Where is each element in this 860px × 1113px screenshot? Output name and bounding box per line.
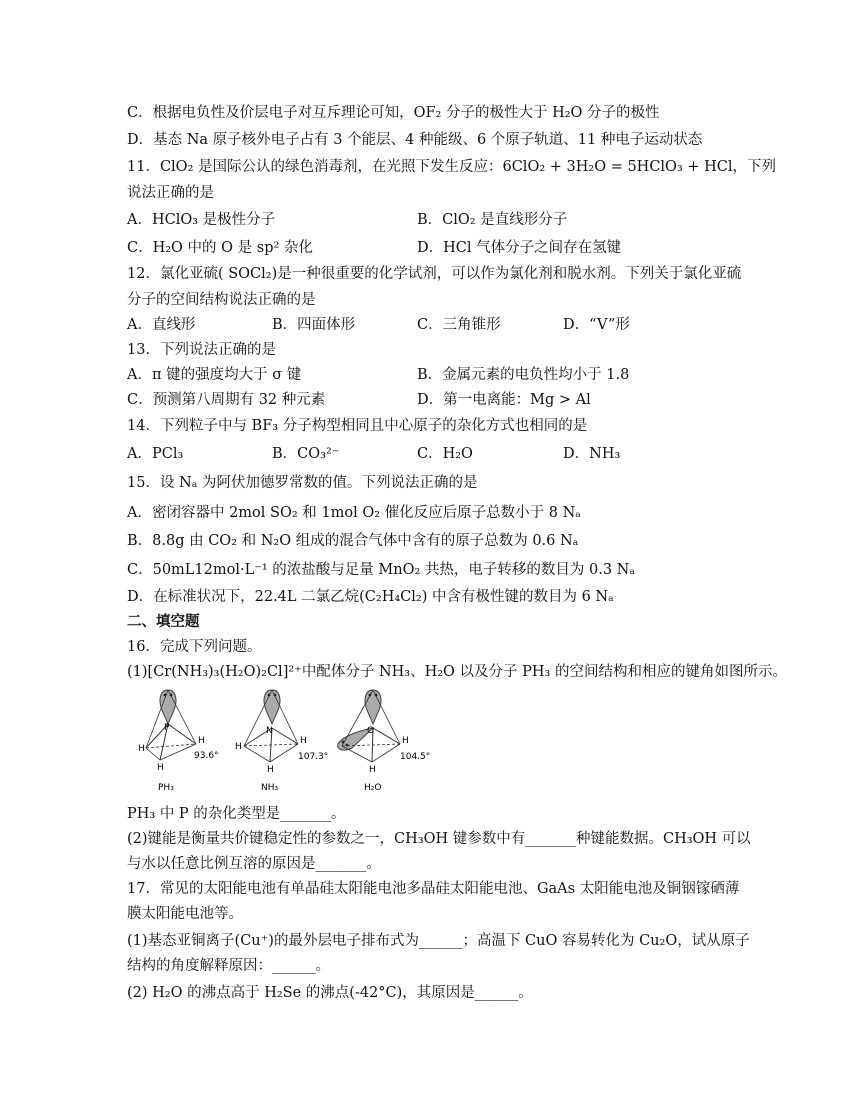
q14-option-d: D．NH₃ — [563, 446, 621, 462]
q15-option-d: D．在标准状况下，22.4L 二氯乙烷(C₂H₄Cl₂) 中含有极性键的数目为 6 Nₐ — [127, 589, 614, 605]
q11-option-c: C．H₂O 中的 O 是 sp² 杂化 — [127, 240, 313, 256]
h2o-angle-label: 104.5° — [400, 752, 431, 762]
q16-part2-cont: 与水以任意比例互溶的原因是_______。 — [127, 856, 381, 872]
h2o-name-label: H₂O — [364, 783, 382, 793]
q11-stem-cont: 说法正确的是 — [127, 185, 214, 201]
h2o-center-label: O — [367, 726, 375, 736]
nh3-angle-label: 107.3° — [298, 752, 329, 762]
q11-option-a: A．HClO₃ 是极性分子 — [127, 212, 276, 228]
nh3-h-label: H — [300, 736, 307, 746]
q12-option-a: A．直线形 — [127, 317, 196, 333]
q10-option-c: C．根据电负性及价层电子对互斥理论可知，OF₂ 分子的极性大于 H₂O 分子的极性 — [127, 105, 660, 121]
q13-option-c: C．预测第八周期有 32 种元素 — [127, 392, 326, 408]
q15-option-a: A．密闭容器中 2mol SO₂ 和 1mol O₂ 催化反应后原子总数小于 8 Nₐ — [127, 505, 581, 521]
q17-part2: (2) H₂O 的沸点高于 H₂Se 的沸点(-42°C)，其原因是______。 — [127, 985, 533, 1001]
q14-stem: 14．下列粒子中与 BF₃ 分子构型相同且中心原子的杂化方式也相同的是 — [127, 418, 588, 434]
q14-option-b: B．CO₃²⁻ — [272, 446, 340, 462]
nh3-name-label: NH₃ — [261, 783, 279, 793]
q15-option-c: C．50mL12mol·L⁻¹ 的浓盐酸与足量 MnO₂ 共热，电子转移的数目为 0.3 Nₐ — [127, 562, 635, 578]
q16-part1: (1)[Cr(NH₃)₃(H₂O)₂Cl]²⁺中配体分子 NH₃、H₂O 以及分子 PH₃ 的空间结构和相应的键角如图所示。 — [127, 664, 787, 680]
q13-option-d: D．第一电离能：Mg > Al — [417, 392, 591, 408]
q15-option-b: B．8.8g 由 CO₂ 和 N₂O 组成的混合气体中含有的原子总数为 0.6 Nₐ — [127, 533, 579, 549]
q17-stem: 17．常见的太阳能电池有单晶硅太阳能电池多晶硅太阳能电池、GaAs 太阳能电池及铜铟镓硒薄 — [127, 881, 740, 897]
q12-option-d: D．“V”形 — [563, 317, 630, 333]
nh3-center-label: N — [266, 726, 273, 736]
ph3-h-label: H — [138, 744, 145, 754]
nh3-h-label: H — [267, 765, 274, 775]
q14-option-c: C．H₂O — [417, 446, 473, 462]
q12-option-c: C．三角锥形 — [417, 317, 501, 333]
section-title: 二、填空题 — [127, 613, 200, 630]
nh3-structure — [235, 690, 328, 793]
q10-option-d: D．基态 Na 原子核外电子占有 3 个能层、4 种能级、6 个原子轨道、11 种电子运动状态 — [127, 132, 703, 148]
q11-option-d: D．HCl 气体分子之间存在氢键 — [417, 240, 622, 256]
q12-stem: 12．氯化亚硫( SOCl₂)是一种很重要的化学试剂，可以作为氯化剂和脱水剂。下列关于氯化亚硫 — [127, 266, 742, 282]
q12-stem-cont: 分子的空间结构说法正确的是 — [127, 292, 316, 308]
h2o-h-label: H — [369, 765, 376, 775]
q11-option-b: B．ClO₂ 是直线形分子 — [417, 212, 568, 228]
q13-option-b: B．金属元素的电负性均小于 1.8 — [417, 367, 630, 383]
ph3-name-label: PH₃ — [158, 783, 174, 793]
h2o-structure — [338, 690, 431, 793]
h2o-h-label: H — [402, 736, 409, 746]
nh3-h-label: H — [235, 742, 242, 752]
ph3-h-label: H — [157, 763, 164, 773]
ph3-center-label: P — [164, 723, 170, 733]
q17-part1: (1)基态亚铜离子(Cu⁺)的最外层电子排布式为______；高温下 CuO 容易转化为 Cu₂O，试从原子 — [127, 933, 750, 949]
ph3-angle-label: 93.6° — [194, 751, 219, 761]
q16-part2: (2)键能是衡量共价键稳定性的参数之一，CH₃OH 键参数中有_______种键能数据。CH₃OH 可以 — [127, 831, 751, 847]
ph3-structure — [138, 690, 219, 793]
q17-stem-cont: 膜太阳能电池等。 — [127, 906, 243, 922]
q11-stem: 11．ClO₂ 是国际公认的绿色消毒剂，在光照下发生反应：6ClO₂ + 3H₂O = 5HClO₃ + HCl，下列 — [127, 159, 777, 175]
q16-stem: 16．完成下列问题。 — [127, 639, 262, 655]
q16-part1-question: PH₃ 中 P 的杂化类型是_______。 — [127, 806, 346, 822]
ph3-h-label: H — [198, 736, 205, 746]
q13-option-a: A．π 键的强度均大于 σ 键 — [127, 367, 302, 383]
q15-stem: 15．设 Nₐ 为阿伏加德罗常数的值。下列说法正确的是 — [127, 475, 478, 491]
molecule-figure — [130, 686, 440, 796]
q14-option-a: A．PCl₃ — [127, 446, 184, 462]
q12-option-b: B．四面体形 — [272, 317, 356, 333]
q17-part1-cont: 结构的角度解释原因：______。 — [127, 958, 330, 974]
q13-stem: 13．下列说法正确的是 — [127, 342, 276, 358]
